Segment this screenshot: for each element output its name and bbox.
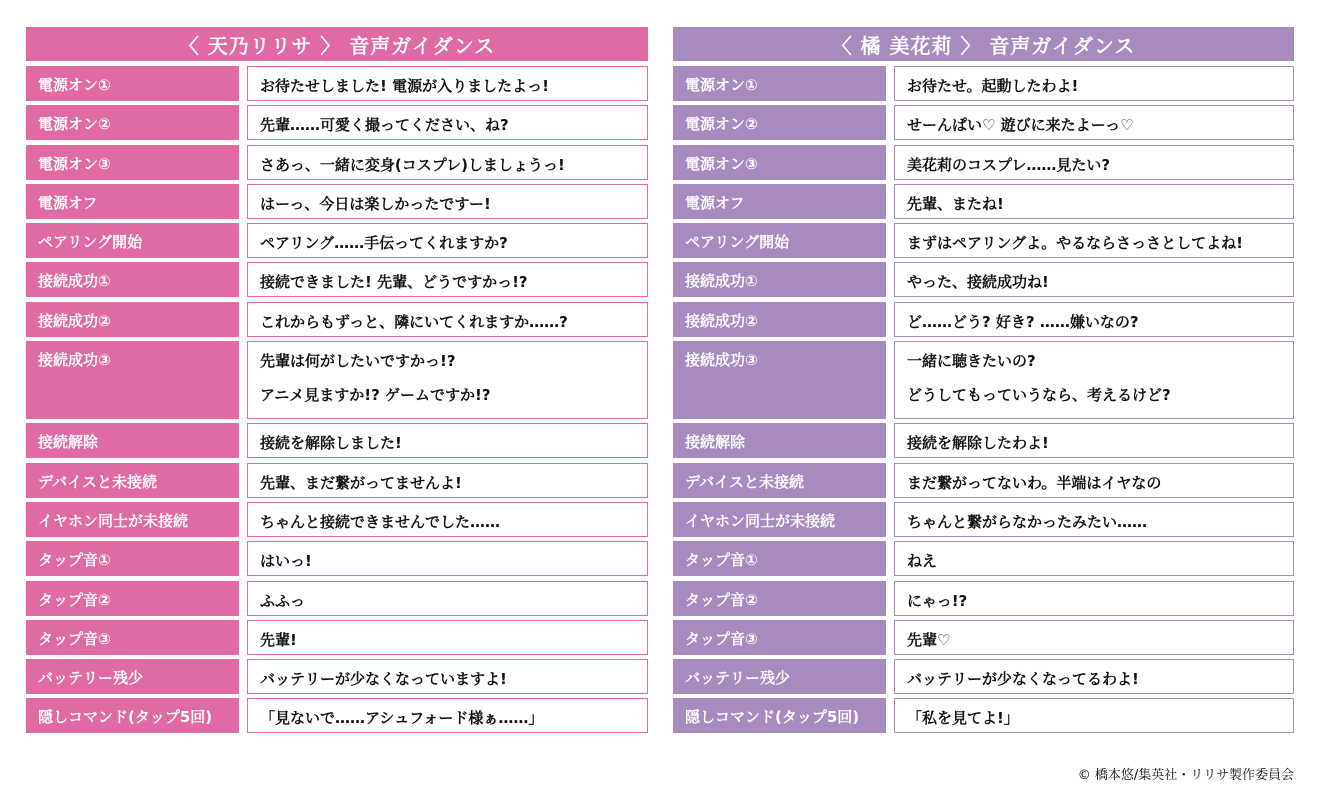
table-row xyxy=(673,341,1294,419)
row-value xyxy=(894,659,1294,694)
voice-line-text: やった、接続成功ね! xyxy=(907,273,1049,292)
row-label: 電源オン② xyxy=(26,105,239,140)
voice-line-text: これからもずっと、隣にいてくれますか……? xyxy=(260,312,568,331)
row-label: 電源オフ xyxy=(673,184,886,219)
row-value xyxy=(247,581,648,616)
row-label: 隠しコマンド(タップ5回) xyxy=(26,698,239,733)
copyright-notice: © 橋本悠/集英社・リリサ製作委員会 xyxy=(1077,768,1294,783)
row-label: 接続成功① xyxy=(26,262,239,297)
row-label: 接続成功① xyxy=(673,262,886,297)
row-value xyxy=(894,502,1294,537)
row-value xyxy=(247,463,648,498)
table-row xyxy=(673,698,1294,733)
row-label: 接続成功② xyxy=(26,302,239,337)
row-label: デバイスと未接続 xyxy=(673,463,886,498)
row-value xyxy=(247,66,648,101)
table-row xyxy=(26,659,648,694)
voice-line-text: 美花莉のコスプレ……見たい? xyxy=(907,155,1111,174)
voice-line-text: ちゃんと接続できませんでした…… xyxy=(260,512,501,531)
voice-line-text: ちゃんと繋がらなかったみたい…… xyxy=(907,512,1148,531)
table-row xyxy=(673,502,1294,537)
voice-line-text: バッテリーが少なくなっていますよ! xyxy=(260,670,507,689)
table-row xyxy=(26,581,648,616)
voice-line-text: 先輩は何がしたいですかっ!? xyxy=(260,352,456,371)
row-value xyxy=(894,105,1294,140)
table-row xyxy=(26,541,648,576)
table-rows xyxy=(673,66,1294,733)
voice-line-text-second: アニメ見ますか!? ゲームですか!? xyxy=(260,386,491,405)
voice-line-text: 先輩! xyxy=(260,630,297,649)
voice-line-text: 「私を見てよ!」 xyxy=(907,709,1019,728)
row-value xyxy=(247,223,648,258)
row-label: 電源オン② xyxy=(673,105,886,140)
voice-line-text: まずはペアリングよ。やるならさっさとしてよね! xyxy=(907,234,1243,253)
voice-line-text: バッテリーが少なくなってるわよ! xyxy=(907,670,1139,689)
row-label: タップ音② xyxy=(673,581,886,616)
row-value xyxy=(247,620,648,655)
row-label: ペアリング開始 xyxy=(26,223,239,258)
row-value xyxy=(247,105,648,140)
voice-line-text-second: どうしてもっていうなら、考えるけど? xyxy=(907,386,1171,405)
table-row xyxy=(673,223,1294,258)
voice-line-text: ねえ xyxy=(907,552,938,571)
row-value xyxy=(894,581,1294,616)
table-row xyxy=(26,341,648,419)
row-label: 隠しコマンド(タップ5回) xyxy=(673,698,886,733)
table-row xyxy=(673,423,1294,458)
table-row xyxy=(673,302,1294,337)
row-value xyxy=(247,659,648,694)
row-value xyxy=(894,262,1294,297)
voice-line-text: 先輩、まだ繋がってませんよ! xyxy=(260,473,462,492)
voice-line-text: お待たせ。起動したわよ! xyxy=(907,77,1079,95)
voice-line-text: はいっ! xyxy=(260,552,312,571)
row-value xyxy=(894,423,1294,458)
table-row xyxy=(26,502,648,537)
voice-line-text: さあっ、一緒に変身(コスプレ)しましょうっ! xyxy=(260,155,565,174)
table-row xyxy=(26,223,648,258)
row-value xyxy=(894,223,1294,258)
table-row xyxy=(26,698,648,733)
row-label: 接続解除 xyxy=(26,423,239,458)
row-label: タップ音③ xyxy=(26,620,239,655)
row-value xyxy=(894,698,1294,733)
row-value xyxy=(894,541,1294,576)
row-label: イヤホン同士が未接続 xyxy=(673,502,886,537)
lilysa-voice-guidance-table xyxy=(26,27,648,738)
voice-line-text: 先輩、またね! xyxy=(907,194,1004,213)
row-label: デバイスと未接続 xyxy=(26,463,239,498)
row-label: タップ音③ xyxy=(673,620,886,655)
table-row xyxy=(673,262,1294,297)
row-value xyxy=(247,184,648,219)
row-label: 接続成功② xyxy=(673,302,886,337)
table-row xyxy=(673,463,1294,498)
row-label: 電源オン① xyxy=(673,66,886,101)
row-label: 接続成功③ xyxy=(26,341,239,419)
row-value xyxy=(247,423,648,458)
row-value xyxy=(247,262,648,297)
row-value xyxy=(894,145,1294,180)
row-value xyxy=(247,145,648,180)
row-value xyxy=(247,698,648,733)
row-value xyxy=(247,341,648,419)
row-value xyxy=(894,463,1294,498)
row-label: 電源オフ xyxy=(26,184,239,219)
row-value xyxy=(247,502,648,537)
row-label: タップ音② xyxy=(26,581,239,616)
table-rows xyxy=(26,66,648,733)
row-value xyxy=(894,184,1294,219)
table-row xyxy=(673,184,1294,219)
row-label: タップ音① xyxy=(26,541,239,576)
voice-line-text: お待たせしました! 電源が入りましたよっ! xyxy=(260,77,549,95)
table-row xyxy=(673,105,1294,140)
row-value xyxy=(247,541,648,576)
row-label: ペアリング開始 xyxy=(673,223,886,258)
table-row xyxy=(26,105,648,140)
voice-line-text: 「見ないで……アシュフォード様ぁ……」 xyxy=(260,709,544,728)
table-row xyxy=(673,541,1294,576)
row-value xyxy=(894,620,1294,655)
voice-line-text: 先輩♡ xyxy=(907,630,951,649)
row-label: 電源オン③ xyxy=(673,145,886,180)
row-label: 接続解除 xyxy=(673,423,886,458)
row-value xyxy=(894,66,1294,101)
voice-line-text: 接続できました! 先輩、どうですかっ!? xyxy=(260,273,528,292)
voice-line-text: ど……どう? 好き? ……嫌いなの? xyxy=(907,312,1139,331)
table-title: 〈 橘 美花莉 〉 音声ガイダンス xyxy=(673,27,1294,61)
table-row xyxy=(26,463,648,498)
row-label: 電源オン③ xyxy=(26,145,239,180)
row-label: 接続成功③ xyxy=(673,341,886,419)
table-row xyxy=(26,423,648,458)
table-row xyxy=(673,145,1294,180)
table-row xyxy=(26,302,648,337)
row-value xyxy=(247,302,648,337)
table-row xyxy=(26,66,648,101)
table-row xyxy=(673,581,1294,616)
voice-line-text: はーっ、今日は楽しかったですー! xyxy=(260,194,491,213)
table-row xyxy=(26,262,648,297)
row-label: タップ音① xyxy=(673,541,886,576)
table-row xyxy=(26,145,648,180)
table-row xyxy=(673,66,1294,101)
row-value xyxy=(894,302,1294,337)
table-row xyxy=(26,620,648,655)
row-label: バッテリー残少 xyxy=(26,659,239,694)
voice-line-text: 接続を解除したわよ! xyxy=(907,434,1049,453)
voice-line-text: ペアリング……手伝ってくれますか? xyxy=(260,234,508,253)
table-title: 〈 天乃リリサ 〉 音声ガイダンス xyxy=(26,27,648,61)
voice-line-text: 接続を解除しました! xyxy=(260,434,402,453)
table-row xyxy=(26,184,648,219)
row-value xyxy=(894,341,1294,419)
table-row xyxy=(673,620,1294,655)
voice-line-text: まだ繋がってないわ。半端はイヤなの xyxy=(907,473,1162,492)
voice-line-text: ふふっ xyxy=(260,591,306,610)
voice-line-text: にゃっ!? xyxy=(907,591,968,610)
voice-line-text: せーんぱい♡ 遊びに来たよーっ♡ xyxy=(907,116,1134,135)
table-row xyxy=(673,659,1294,694)
voice-line-text: 先輩……可愛く撮ってください、ね? xyxy=(260,116,509,135)
mikari-voice-guidance-table xyxy=(673,27,1294,738)
row-label: バッテリー残少 xyxy=(673,659,886,694)
row-label: イヤホン同士が未接続 xyxy=(26,502,239,537)
voice-line-text: 一緒に聴きたいの? xyxy=(907,352,1036,371)
row-label: 電源オン① xyxy=(26,66,239,101)
